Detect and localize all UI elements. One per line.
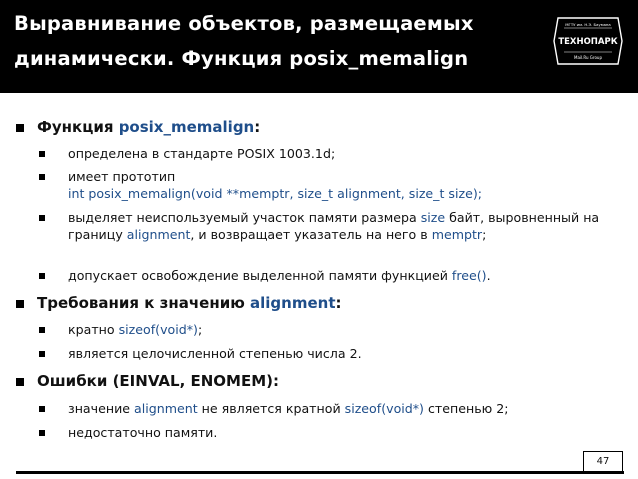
highlight-alignment: alignment (126, 226, 191, 242)
highlight-sizeof: sizeof(void*) (344, 401, 424, 416)
square-bullet-icon (39, 351, 45, 357)
footer-divider (16, 471, 624, 474)
square-bullet-icon (39, 430, 45, 436)
square-bullet-icon (39, 406, 45, 412)
item-2-prefix: Требования к значению (37, 294, 251, 312)
square-bullet-icon (39, 215, 45, 221)
slide-title (14, 6, 534, 76)
square-bullet-icon (39, 174, 45, 180)
title-line-2: динамически. Функция posix_memalign (14, 47, 469, 70)
highlight-sizeof: sizeof(void*) (118, 322, 198, 337)
square-bullet-icon (39, 151, 45, 157)
highlight-alignment: alignment (134, 401, 198, 416)
square-bullet-icon (16, 378, 24, 386)
item-2-highlight: alignment (250, 294, 336, 312)
highlight-size: size (420, 210, 446, 225)
title-line-1: Выравнивание объектов, размещаемых (14, 12, 474, 35)
page-number: 47 (583, 451, 623, 471)
logo-name: ТЕХНОПАРК (558, 37, 618, 47)
square-bullet-icon (16, 124, 24, 132)
technopark-logo (552, 14, 624, 68)
item-2-suffix: : (335, 294, 342, 312)
highlight-memptr: memptr (431, 226, 483, 242)
square-bullet-icon (16, 300, 24, 308)
prototype-code: int posix_memalign(void **memptr, size_t alignment, size_t size); (68, 185, 482, 201)
slide-header (0, 0, 638, 93)
prototype-label: имеет прототип (68, 169, 176, 184)
square-bullet-icon (39, 273, 45, 279)
item-1-prefix: Функция (37, 118, 119, 136)
square-bullet-icon (39, 327, 45, 333)
logo-top-text: МГТУ им. Н.Э. Баумана (565, 22, 611, 27)
item-1-suffix: : (254, 118, 261, 136)
item-1-highlight: posix_memalign (118, 118, 255, 136)
highlight-free: free() (451, 268, 487, 283)
logo-bottom-text: Mail.Ru Group (574, 55, 602, 60)
